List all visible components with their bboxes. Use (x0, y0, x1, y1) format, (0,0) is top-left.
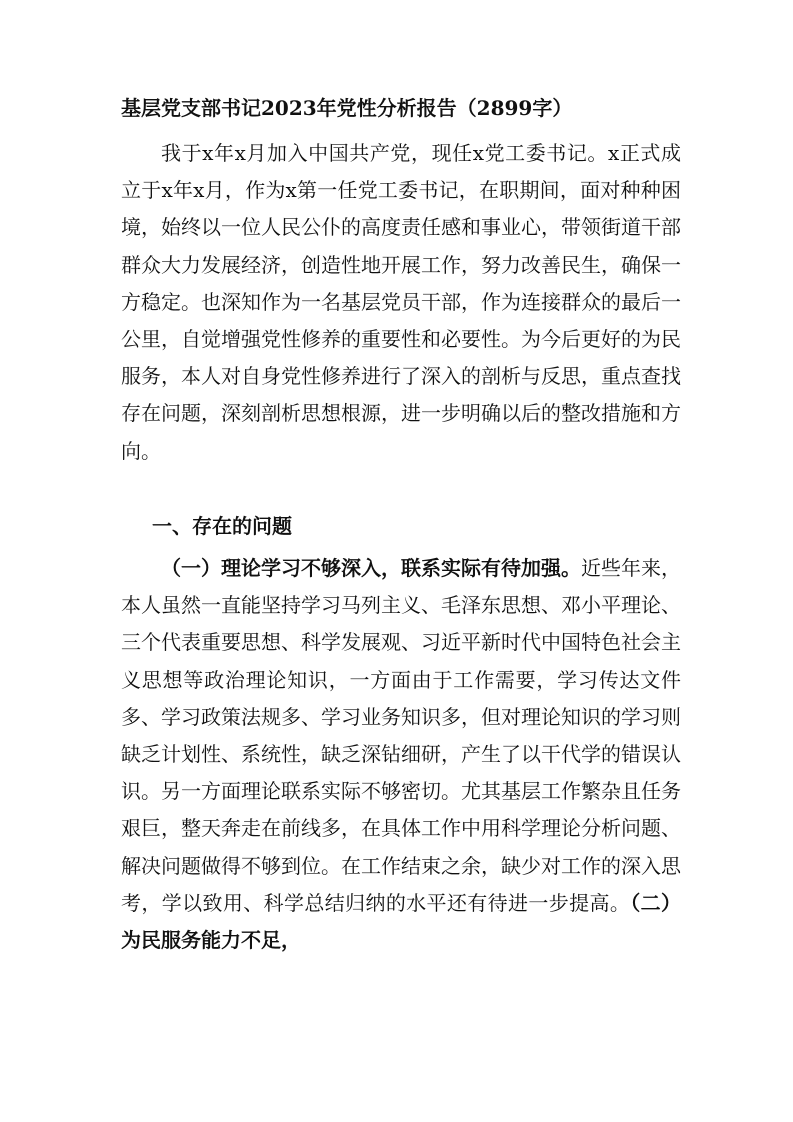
section-heading-problems: 一、存在的问题 (152, 514, 292, 538)
issue-2-heading: （二）为民服务能力不足， (121, 890, 682, 953)
issue-1-heading: （一）理论学习不够深入，联系实际有待加强。 (161, 556, 581, 580)
document-title: 基层党支部书记2023年党性分析报告（2899字） (121, 96, 573, 120)
issue-1-body: 近些年来，本人虽然一直能坚持学习马列主义、毛泽东思想、邓小平理论、三个代表重要思想、科学发展观、习近平新时代中国特色社会主义思想等政治理论知识，一方面由于工作需要，学习传达文件多、学习政策法规多、学习业务知识多，但对理论知识的学习则缺乏计划性、系统性，缺乏深钻细研，产生了以干代学的错误认识。另一方面理论联系实际不够密切。尤其基层工作繁杂且任务艰巨，整天奔走在前线多，在具体工作中用科学理论分析问题、解决问题做得不够到位。在工作结束之余，缺少对工作的深入思考，学以致用、科学总结归纳的水平还有待进一步提高。 (121, 556, 681, 915)
intro-paragraph: 我于x年x月加入中国共产党，现任x党工委书记。x正式成立于x年x月，作为x第一任党工委书记，在职期间，面对种种困境，始终以一位人民公仆的高度责任感和事业心，带领街道干部群众大力发展经济，创造性地开展工作，努力改善民生，确保一方稳定。也深知作为一名基层党员干部，作为连接群众的最后一公里，自觉增强党性修养的重要性和必要性。为今后更好的为民服务，本人对自身党性修养进行了深入的剖析与反思，重点查找存在问题，深刻剖析思想根源，进一步明确以后的整改措施和方向。 (121, 141, 681, 463)
issue-paragraph (121, 550, 681, 959)
